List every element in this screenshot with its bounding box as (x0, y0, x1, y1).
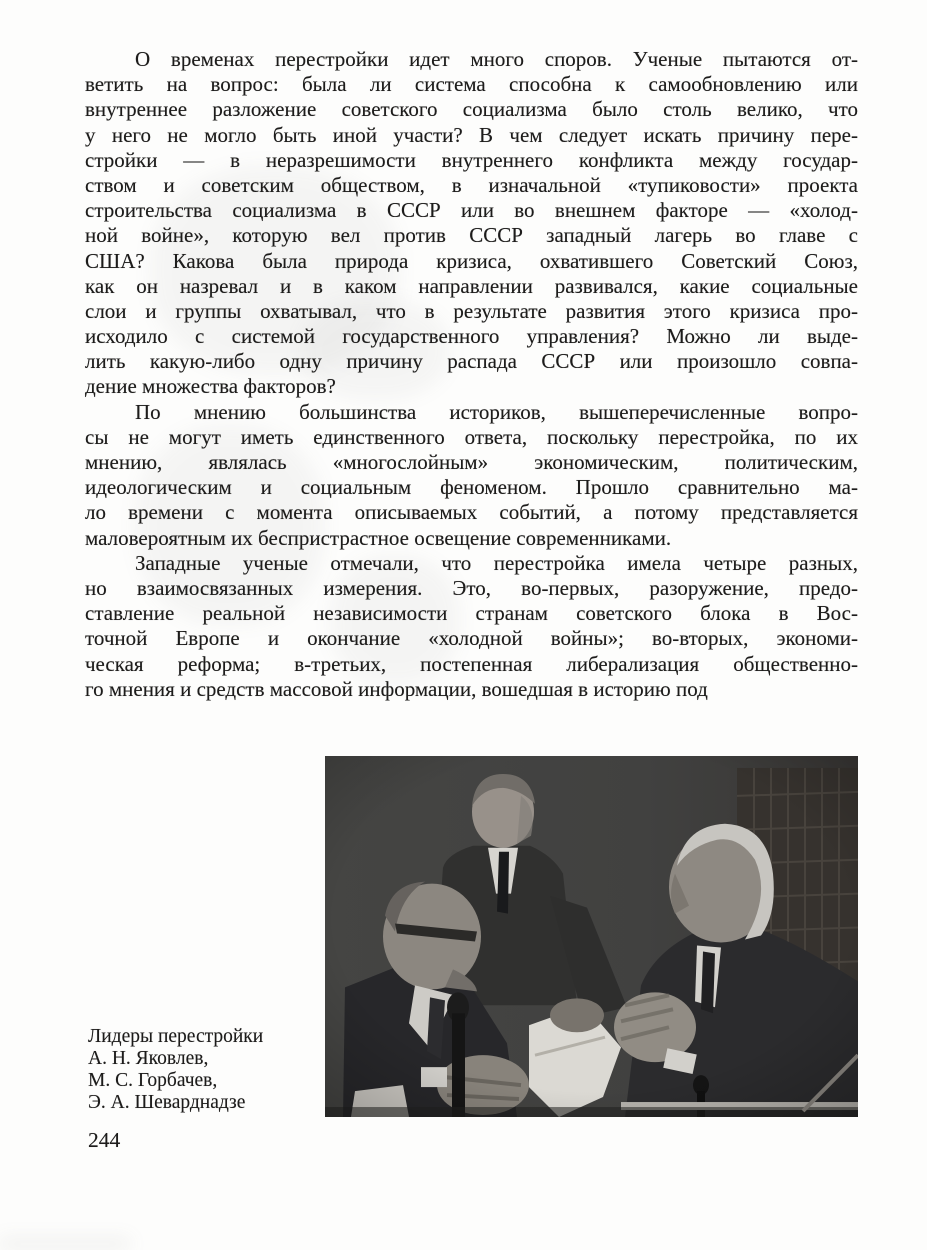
text-line: идеологическим и социальным феноменом. Прошло сравнительно ма- (85, 475, 858, 500)
text-line: слои и группы охватывал, что в результате развития этого кризиса про- (85, 298, 858, 323)
text-line: США? Какова была природа кризиса, охватившего Советский Союз, (85, 248, 858, 273)
text-line: исходило с системой государственного управления? Можно ли выде- (85, 324, 858, 349)
text-line: лить какую-либо одну причину распада СССР или произошло совпа- (85, 349, 858, 374)
text-line: Западные ученые отмечали, что перестройка имела четыре разных, (135, 550, 858, 575)
text-line: точной Европе и окончание «холодной войны»; во-вторых, экономи- (85, 626, 858, 651)
text-line: По мнению большинства историков, вышеперечисленные вопро- (135, 399, 858, 424)
text-line: ставление реальной независимости странам советского блока в Вос- (85, 601, 858, 626)
page-number: 244 (88, 1128, 121, 1152)
text-line: Лидеры перестройки (88, 1026, 264, 1047)
text-line: строительства социализма в СССР или во внешнем факторе — «холод- (85, 198, 858, 223)
text-line: ной войне», которую вел против СССР западный лагерь во главе с (85, 223, 858, 248)
text-line: сы не могут иметь единственного ответа, поскольку перестройка, по их (85, 424, 858, 449)
text-line: ло времени с момента описываемых событий, а потому представляется (85, 500, 858, 525)
text-line: но взаимосвязанных измерения. Это, во-первых, разоружение, предо- (85, 575, 858, 600)
paragraph-1 (85, 47, 858, 400)
paragraph-3 (85, 551, 858, 702)
text-line: ством и советским обществом, в изначальной «тупиковости» проекта (85, 172, 858, 197)
paragraph-2 (85, 400, 858, 551)
text-line: го мнения и средств массовой информации, вошедшая в историю под (85, 676, 708, 701)
photo-image (325, 756, 858, 1117)
text-line: ческая реформа; в-третьих, постепенная либерализация общественно- (85, 651, 858, 676)
text-line: А. Н. Яковлев, (88, 1048, 209, 1069)
text-line: Э. А. Шеварднадзе (88, 1092, 246, 1113)
scan-artifact (0, 1238, 130, 1250)
text-line: мнению, являлась «многослойным» экономическим, политическим, (85, 450, 858, 474)
text-line: ветить на вопрос: была ли система способна к самообновлению или (85, 72, 858, 97)
photo-caption (88, 1026, 338, 1114)
text-line: дение множества факторов? (85, 374, 336, 399)
text-line: М. С. Горбачев, (88, 1070, 218, 1091)
text-line: как он назревал и в каком направлении развивался, какие социальные (85, 273, 858, 298)
body-text (85, 47, 858, 702)
photo-perestroika-leaders (325, 756, 858, 1117)
text-line: О временах перестройки идет много споров. Ученые пытаются от- (135, 47, 858, 71)
text-line: у него не могло быть иной участи? В чем следует искать причину пере- (85, 122, 858, 147)
text-line: маловероятным их беспристрастное освещение современниками. (85, 525, 672, 550)
text-line: стройки — в неразрешимости внутреннего конфликта между государ- (85, 147, 858, 172)
text-line: внутреннее разложение советского социализма было столь велико, что (85, 97, 858, 122)
